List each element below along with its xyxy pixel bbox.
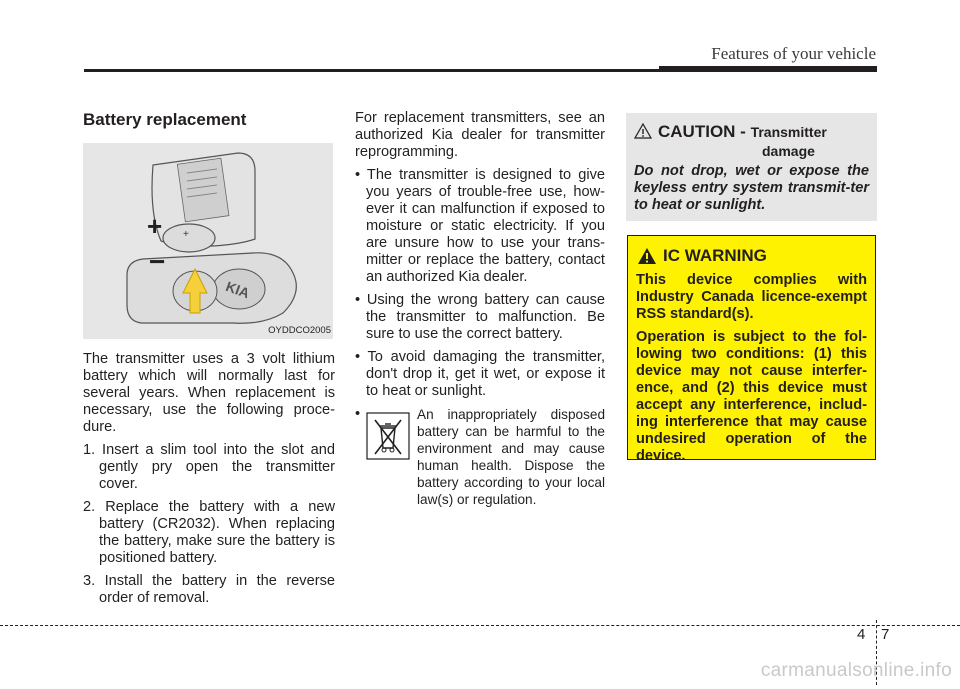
- column-1: [83, 110, 335, 613]
- caution-subtitle-2: damage: [762, 143, 815, 159]
- figure-code: OYDDCO2005: [268, 325, 331, 336]
- replacement-intro: For replacement transmitters, see an authorized Kia dealer for transmitter reprogramming.: [355, 110, 605, 160]
- key-fob-figure: [83, 143, 333, 339]
- page-number: 7: [881, 626, 890, 643]
- step-item: 3. Install the battery in the reverse order of removal.: [83, 573, 335, 606]
- key-fob-illustration: [83, 143, 333, 339]
- caution-text: Do not drop, wet or expose the keyless entry system transmit-ter to heat or sunlight.: [634, 163, 869, 213]
- bullet-item: • The transmitter is designed to give you years of trouble-free use, how-ever it can malfunction if exposed to moisture or static electricity. If you are unsure how to use your trans-mitter or replace the battery, contact an authorized Kia dealer.: [355, 167, 605, 285]
- warning-paragraph: This device complies with Industry Canada licence-exempt RSS standard(s).: [636, 272, 867, 322]
- warning-paragraph: Operation is subject to the fol-lowing two conditions: (1) this device may not cause interfer-ence, and (2) this device must accept any interference, includ-ing interference that may cause undesired operation of the device.: [636, 329, 867, 464]
- section-heading: Battery replacement: [83, 110, 247, 129]
- svg-text:KIA: KIA: [223, 277, 252, 302]
- caution-title: CAUTION - Transmitter: [658, 122, 827, 141]
- warning-header: [637, 246, 875, 266]
- battery-intro: The transmitter uses a 3 volt lithium battery which will normally last for several years. When replacement is necessary, use the following proce-dure.: [83, 351, 335, 435]
- caution-header: [634, 123, 827, 141]
- warning-title: IC WARNING: [663, 246, 767, 265]
- recycle-bullet: [355, 406, 605, 506]
- warning-triangle-icon: [634, 123, 652, 139]
- column-2: [355, 110, 605, 506]
- recycle-text: An inappropriately disposed battery can be harmful to the environment and may cause human health. Dispose the battery according to your local law(s) or regulation.: [417, 407, 605, 507]
- header-rule-accent: [659, 66, 877, 72]
- bullet-dot: •: [355, 406, 361, 422]
- caution-subtitle: Transmitter: [750, 124, 827, 140]
- footer-rule: [0, 625, 960, 626]
- watermark: carmanualsonline.info: [760, 660, 952, 681]
- crossed-out-bin-icon: [366, 412, 410, 460]
- svg-text:−: −: [149, 246, 166, 277]
- svg-text:+: +: [147, 211, 163, 241]
- caution-box: [626, 113, 877, 221]
- column-3: [626, 113, 877, 464]
- steps-list: [83, 442, 335, 607]
- bullet-item: • Using the wrong battery can cause the transmitter to malfunction. Be sure to use the correct battery.: [355, 292, 605, 342]
- warning-triangle-icon: [637, 247, 657, 265]
- chapter-number: 4: [857, 626, 866, 643]
- step-item: 1. Insert a slim tool into the slot and gently pry open the transmitter cover.: [83, 442, 335, 492]
- running-header: Features of your vehicle: [711, 44, 876, 63]
- svg-text:+: +: [183, 229, 189, 240]
- bullet-item: • To avoid damaging the transmitter, don't drop it, get it wet, or expose it to heat or sunlight.: [355, 349, 605, 399]
- ic-warning-box: [627, 235, 876, 464]
- bullet-list: [355, 167, 605, 400]
- step-item: 2. Replace the battery with a new battery (CR2032). When replacing the battery, make sure the battery is positioned battery.: [83, 499, 335, 566]
